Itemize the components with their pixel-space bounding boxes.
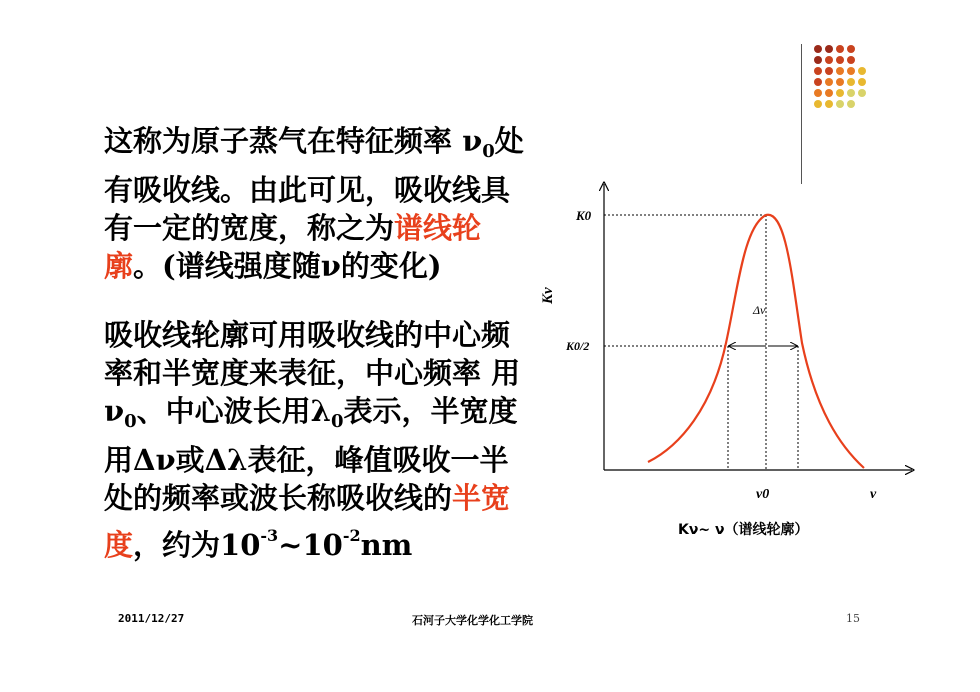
spectral-profile-diagram — [540, 178, 920, 558]
decorative-dot — [825, 45, 833, 53]
p2-superscript-2: -2 — [342, 526, 361, 545]
p2-text-5: ，约为10 — [133, 528, 261, 562]
p2-text-2: 、中心波长用λ — [136, 394, 331, 428]
decorative-dot — [858, 78, 866, 86]
paragraph-spectral-line — [104, 122, 534, 285]
footer-page-number: 15 — [846, 612, 860, 625]
p1-text-1: 这称为原子蒸气在特征频率 ν — [104, 124, 483, 158]
p2-subscript-lambda: 0 — [331, 411, 344, 432]
y-axis-label: Kν — [540, 287, 556, 304]
nu0-label: ν0 — [756, 487, 770, 502]
delta-nu-label: Δν — [753, 303, 766, 317]
decorative-dot — [847, 89, 855, 97]
p2-text-6: ~10 — [278, 528, 343, 562]
footer-organization: 石河子大学化学化工学院 — [412, 614, 533, 627]
decorative-dot — [825, 56, 833, 64]
footer-date: 2011/12/27 — [118, 612, 185, 625]
decorative-dot — [847, 56, 855, 64]
decorative-dot — [836, 67, 844, 75]
decorative-dot-grid — [812, 44, 892, 114]
p1-subscript: 0 — [482, 141, 495, 162]
decorative-dot — [814, 45, 822, 53]
decorative-dot — [836, 89, 844, 97]
decorative-dot — [836, 78, 844, 86]
decorative-dot — [836, 56, 844, 64]
decorative-dot — [858, 89, 866, 97]
decorative-dot — [847, 100, 855, 108]
p2-highlight-half-width: 半宽度 — [104, 481, 511, 562]
decorative-dot — [847, 67, 855, 75]
p2-text-3: 表示，半宽度用Δν或Δλ表征，峰值吸收一半处的频率或波长称吸收线的 — [104, 394, 518, 515]
k0-half-label: K0/2 — [566, 339, 590, 353]
p2-text-7: nm — [360, 528, 413, 562]
decorative-dot — [836, 100, 844, 108]
p2-superscript-1: -3 — [260, 526, 279, 545]
absorption-profile-curve — [648, 215, 864, 468]
k0-label: K0 — [576, 208, 592, 223]
decorative-dot — [847, 78, 855, 86]
p1-highlight-profile: 谱线轮廓 — [104, 211, 482, 283]
decorative-dot — [814, 100, 822, 108]
decorative-dot — [825, 100, 833, 108]
decorative-dot — [847, 45, 855, 53]
paragraph-half-width — [104, 316, 534, 564]
decorative-dot — [814, 78, 822, 86]
decorative-dot — [825, 67, 833, 75]
decorative-dot — [825, 89, 833, 97]
decorative-dot — [836, 45, 844, 53]
decorative-divider — [801, 44, 802, 184]
p1-text-2: 处有吸收线。由此可见，吸收线具有一定的宽度，称之为 — [104, 124, 524, 245]
decorative-dot — [825, 78, 833, 86]
decorative-dot — [814, 56, 822, 64]
decorative-dot — [814, 89, 822, 97]
decorative-dot — [814, 67, 822, 75]
p2-subscript-nu: 0 — [124, 411, 137, 432]
p1-text-4: 。(谱线强度随ν的变化) — [133, 249, 442, 283]
p2-text-1: 吸收线轮廓可用吸收线的中心频率和半宽度来表征，中心频率 用ν — [104, 318, 521, 428]
nu-axis-label: ν — [870, 487, 877, 502]
diagram-caption: Kν~ ν（谱线轮廓） — [678, 522, 809, 538]
decorative-dot — [858, 67, 866, 75]
